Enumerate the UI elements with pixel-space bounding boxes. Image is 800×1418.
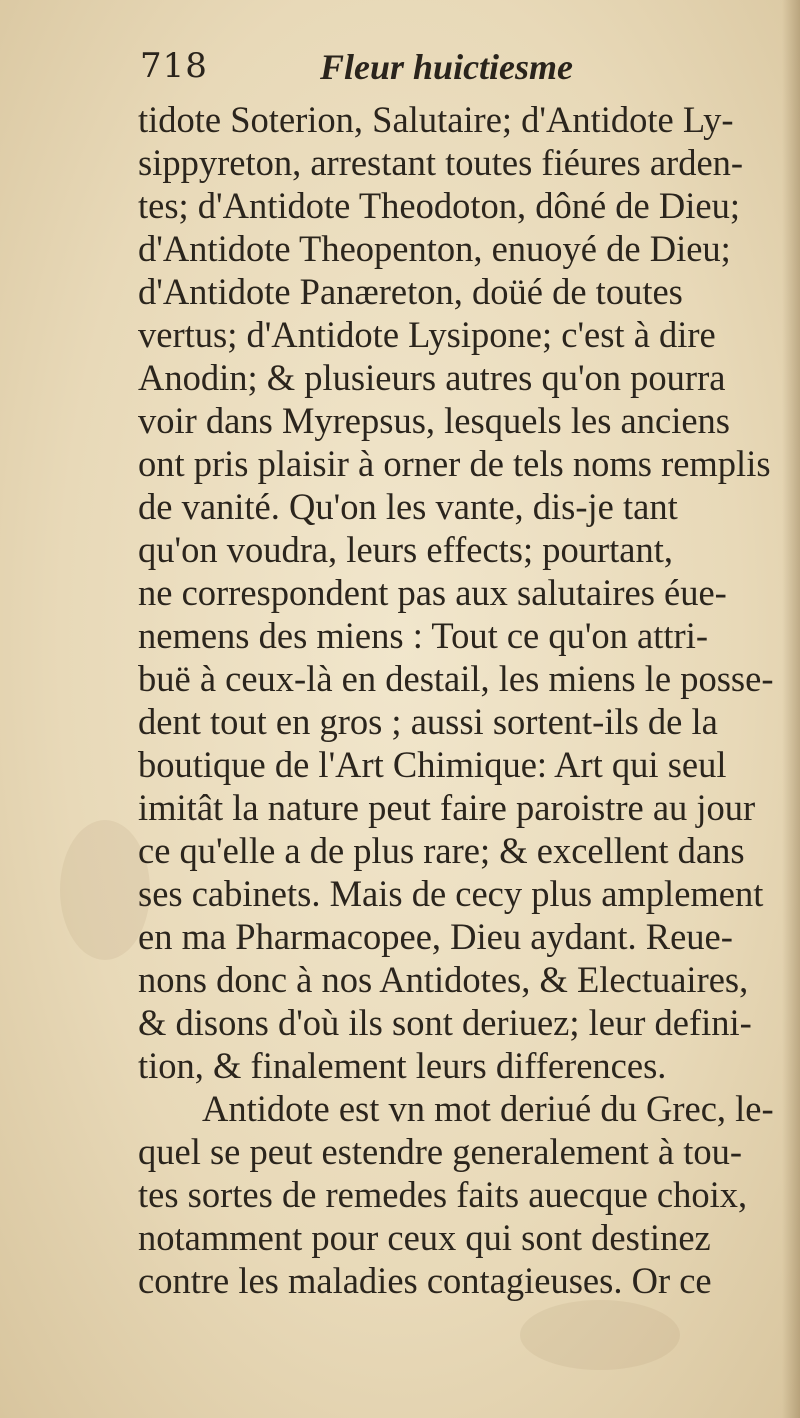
running-header (140, 46, 660, 96)
text-line: qu'on voudra, leurs effects; pourtant, (138, 529, 674, 570)
page-edge-shadow (782, 0, 800, 1418)
text-line: en ma Pharmacopee, Dieu aydant. Reue- (138, 916, 733, 957)
text-line: quel se peut estendre generalement à tou- (138, 1131, 743, 1172)
text-line: Anodin; & plusieurs autres qu'on pourra (138, 357, 726, 398)
running-title: Fleur huictiesme (320, 47, 574, 87)
paper-stain (520, 1300, 680, 1370)
text-line: ce qu'elle a de plus rare; & excellent dans (138, 830, 745, 871)
body-text (138, 98, 778, 1302)
paragraph-start-line: Antidote est vn mot deriué du Grec, le- (202, 1088, 774, 1129)
text-line: tidote Soterion, Salutaire; d'Antidote Ly- (138, 99, 734, 140)
page-number: 718 (140, 46, 208, 86)
paper-stain (60, 820, 150, 960)
text-line: imitât la nature peut faire paroistre au jour (138, 787, 756, 828)
text-line: & disons d'où ils sont deriuez; leur defini- (138, 1002, 752, 1043)
text-line: de vanité. Qu'on les vante, dis-je tant (138, 486, 678, 527)
text-line: nons donc à nos Antidotes, & Electuaires, (138, 959, 749, 1000)
text-line: vertus; d'Antidote Lysipone; c'est à dire (138, 314, 716, 355)
text-line: contre les maladies contagieuses. Or ce (138, 1260, 712, 1301)
text-line: tion, & finalement leurs differences. (138, 1045, 667, 1086)
text-line: d'Antidote Theopenton, enuoyé de Dieu; (138, 228, 731, 269)
text-line: buë à ceux-là en destail, les miens le posse- (138, 658, 774, 699)
text-line: boutique de l'Art Chimique: Art qui seul (138, 744, 727, 785)
text-line: dent tout en gros ; aussi sortent-ils de la (138, 701, 718, 742)
text-line: d'Antidote Panæreton, doüé de toutes (138, 271, 683, 312)
text-line: ne correspondent pas aux salutaires éue- (138, 572, 727, 613)
text-line: sippyreton, arrestant toutes fiéures arden- (138, 142, 744, 183)
text-line: tes sortes de remedes faits auecque choix, (138, 1174, 748, 1215)
text-line: tes; d'Antidote Theodoton, dôné de Dieu; (138, 185, 740, 226)
text-line: voir dans Myrepsus, lesquels les anciens (138, 400, 731, 441)
text-line: ont pris plaisir à orner de tels noms remplis (138, 443, 771, 484)
text-line: nemens des miens : Tout ce qu'on attri- (138, 615, 708, 656)
text-line: notamment pour ceux qui sont destinez (138, 1217, 711, 1258)
text-line: ses cabinets. Mais de cecy plus amplement (138, 873, 764, 914)
